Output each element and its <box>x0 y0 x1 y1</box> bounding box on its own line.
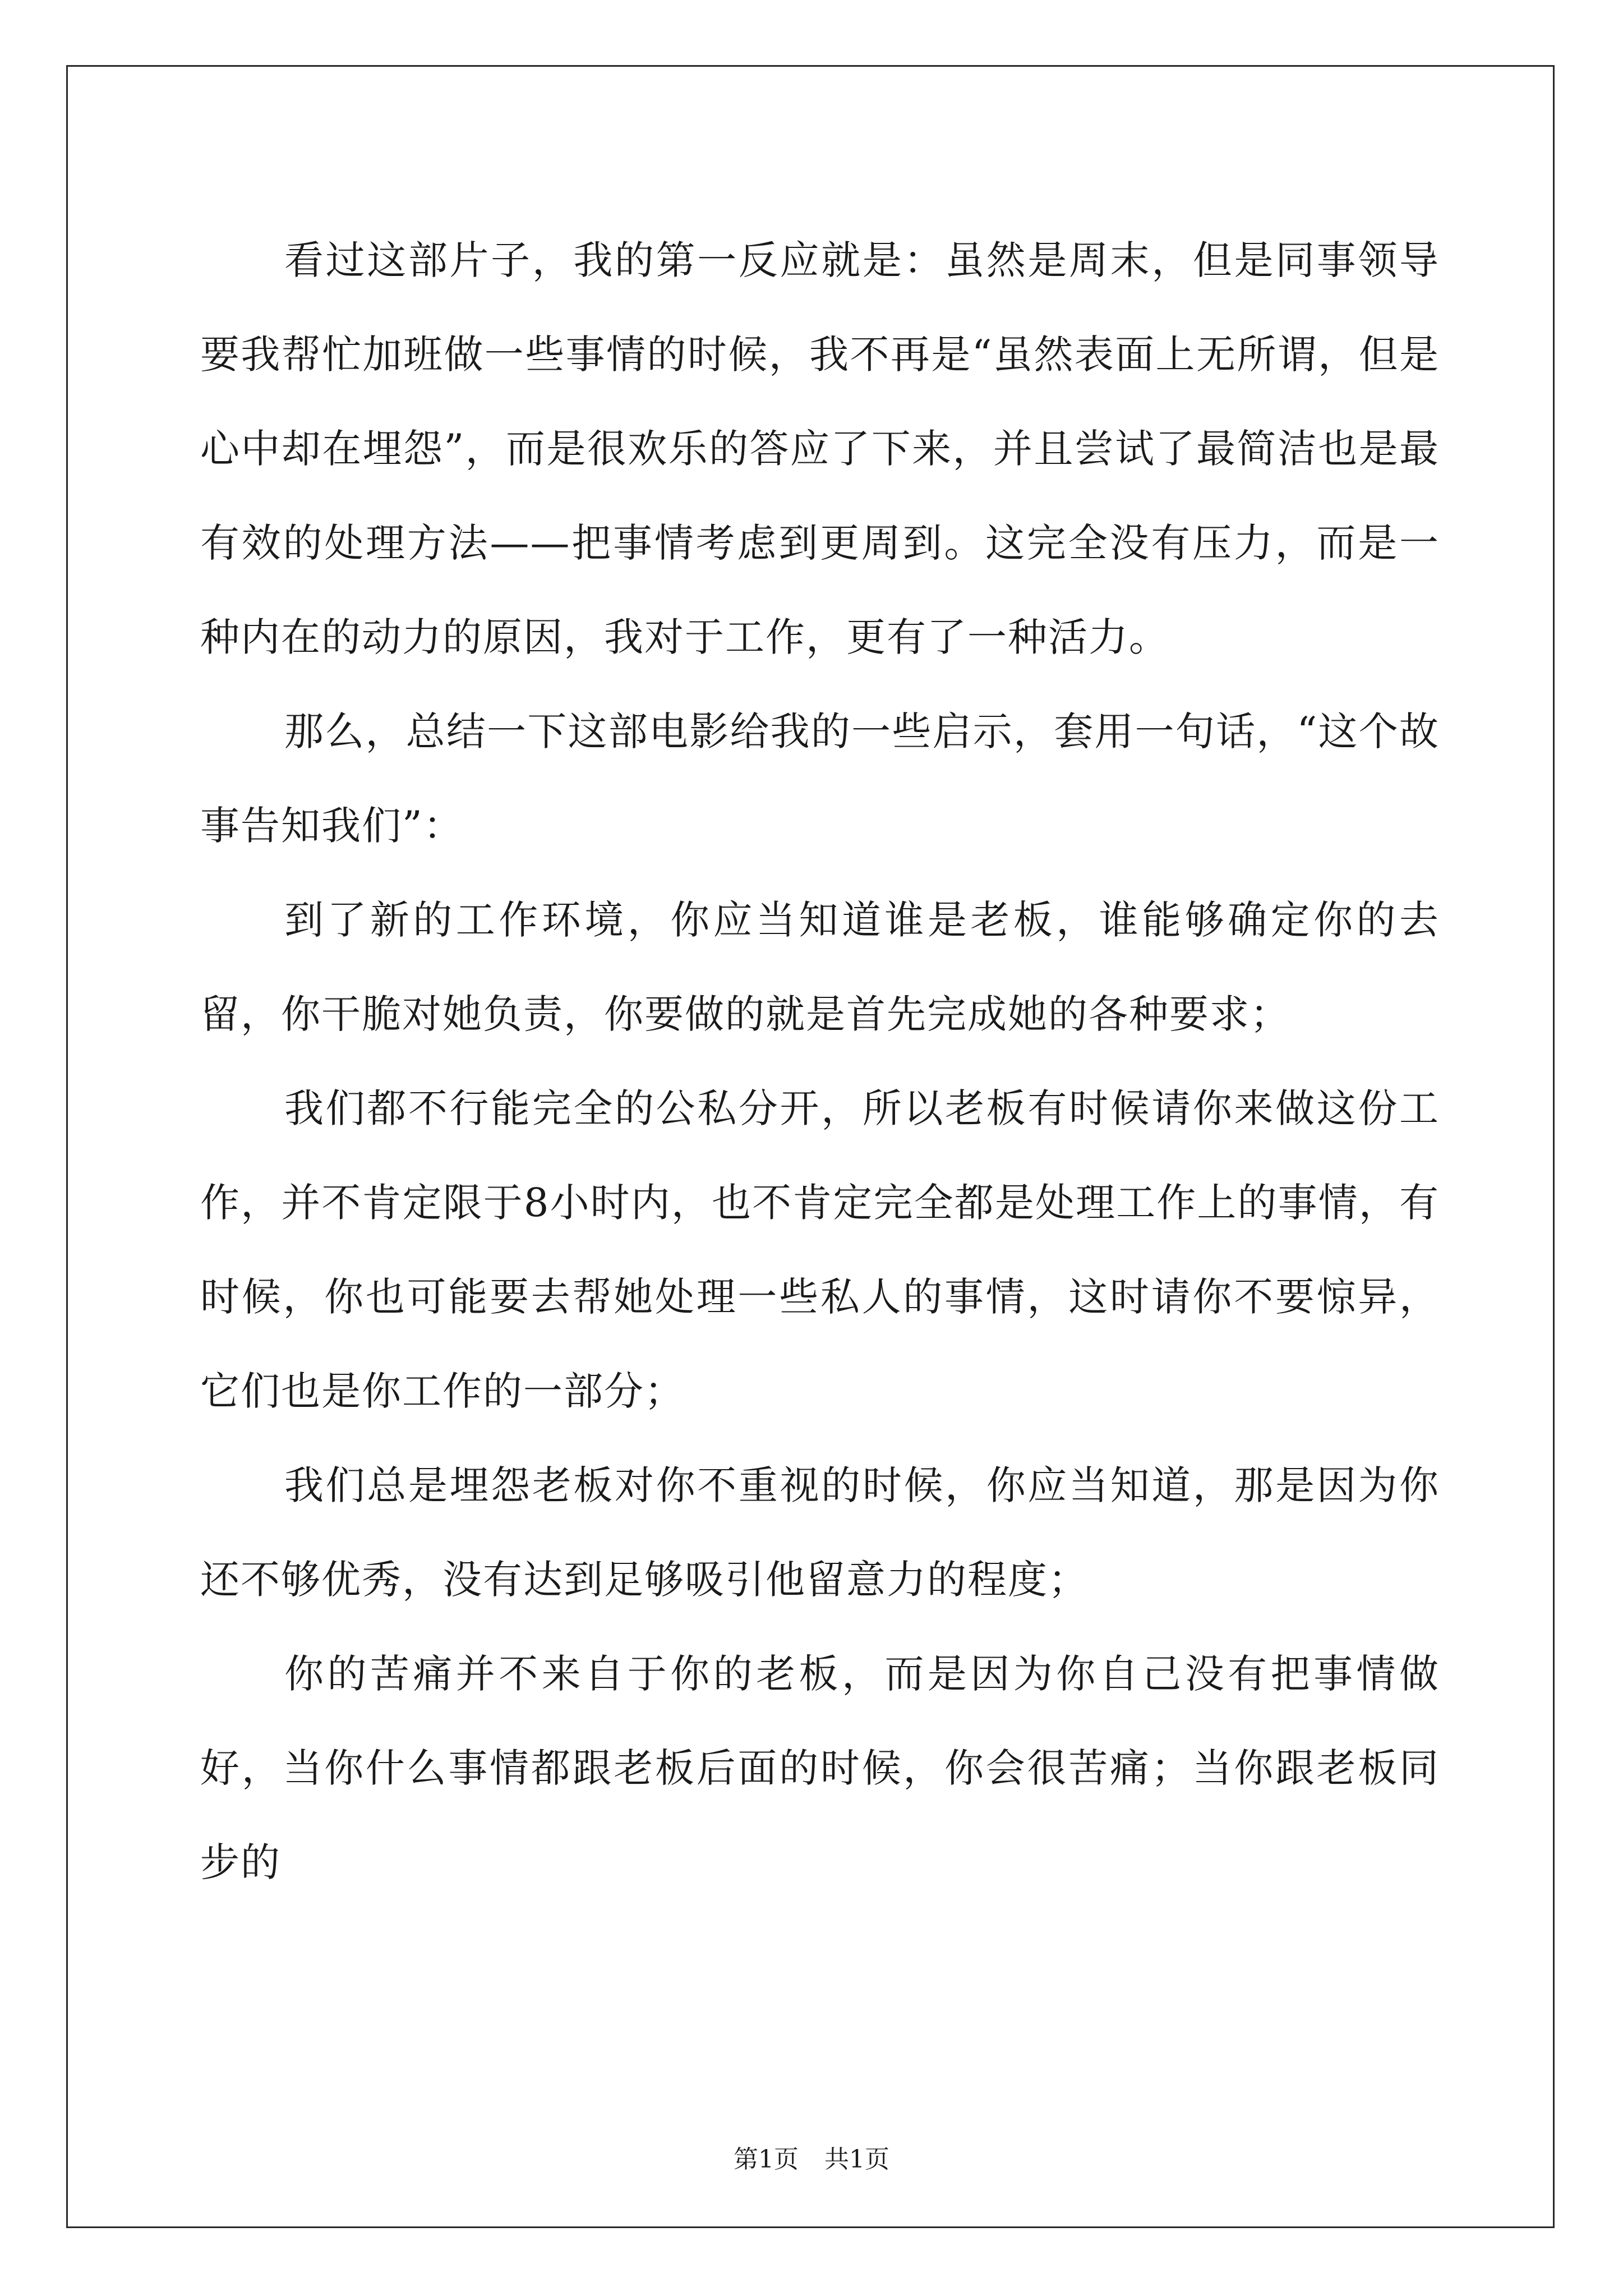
paragraph: 我们都不行能完全的公私分开，所以老板有时候请你来做这份工作，并不肯定限于8小时内，也不肯定完全都是处理工作上的事情，有时候，你也可能要去帮她处理一些私人的事情，这时请你不要惊异，它们也是你工作的一部分； <box>200 1085 1440 1414</box>
page-number: 第1页 <box>734 2145 799 2174</box>
paragraph: 我们总是埋怨老板对你不重视的时候，你应当知道，那是因为你还不够优秀，没有达到足够吸引他留意力的程度； <box>200 1462 1440 1603</box>
paragraph: 看过这部片子，我的第一反应就是：虽然是周末，但是同事领导要我帮忙加班做一些事情的时候，我不再是“虽然表面上无所谓，但是心中却在埋怨”，而是很欢乐的答应了下来，并且尝试了最简洁也是最有效的处理方法——把事情考虑到更周到。这完全没有压力，而是一种内在的动力的原因，我对于工作，更有了一种活力。 <box>200 237 1440 660</box>
paragraph: 到了新的工作环境，你应当知道谁是老板，谁能够确定你的去留，你干脆对她负责，你要做的就是首先完成她的各种要求； <box>200 897 1440 1037</box>
page-footer <box>0 2143 1623 2177</box>
page-total: 共1页 <box>824 2145 889 2174</box>
paragraph: 那么，总结一下这部电影给我的一些启示，套用一句话，“这个故事告知我们”： <box>200 708 1440 849</box>
document-body <box>200 213 1440 1910</box>
paragraph: 你的苦痛并不来自于你的老板，而是因为你自己没有把事情做好，当你什么事情都跟老板后面的时候，你会很苦痛；当你跟老板同步的 <box>200 1651 1440 1885</box>
